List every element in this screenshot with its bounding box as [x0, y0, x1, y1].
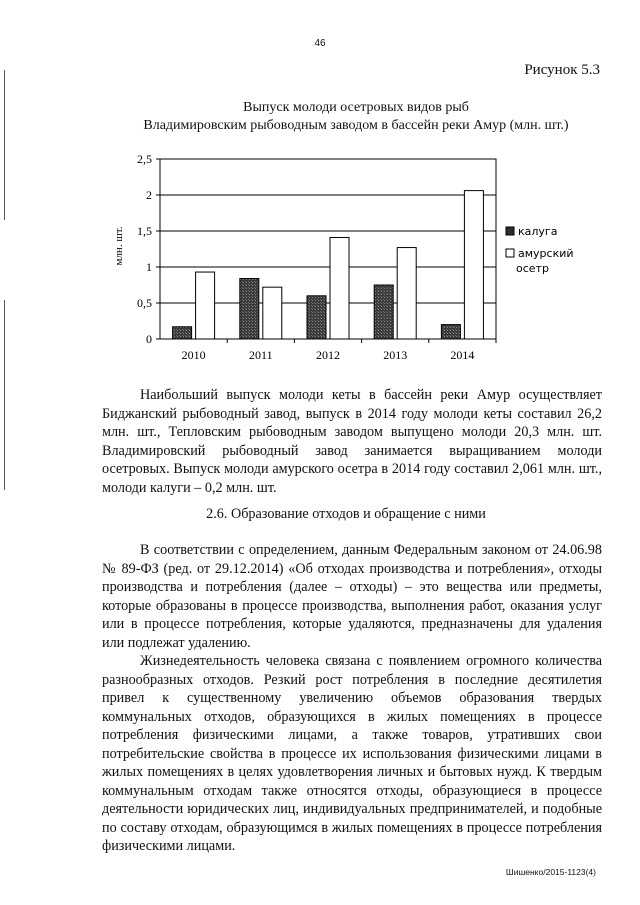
bar-kaluga [441, 325, 460, 339]
bar-amur-sturgeon [464, 191, 483, 339]
legend-swatch-amur-sturgeon [506, 249, 514, 257]
x-tick-label: 2012 [316, 348, 340, 362]
chart-title-line-1: Выпуск молоди осетровых видов рыб [243, 100, 469, 115]
figure-label: Рисунок 5.3 [524, 62, 600, 78]
legend-swatch-kaluga [506, 227, 514, 235]
paragraph-3: Жизнедеятельность человека связана с появлением огромного количества разнообразных отходов. Резкий рост потребления в последние десятилетия привел к существенному увеличению объемов образования твердых коммунальных отходов, образующихся в жилых помещениях в процессе потребления физическими лицами, а также товаров, утративших свои потребительские свойства в процессе их использования физическими лицами в жилых помещениях в целях удовлетворения личных и бытовых нужд. К твердым коммунальным отходам также относятся отходы, образующиеся в процессе деятельности юридических лиц, индивидуальных предпринимателей, и подобные по составу отходам, образующимся в жилых помещениях в процессе потребления физическими лицами. [102, 653, 602, 854]
footer-reference: Шишенко/2015-1123(4) [505, 867, 596, 877]
section-heading: 2.6. Образование отходов и обращение с ними [206, 506, 486, 522]
paragraph-fish-release [102, 386, 602, 497]
y-tick-label: 1 [146, 260, 152, 274]
bar-chart [108, 150, 608, 370]
bar-kaluga [240, 279, 259, 339]
bar-kaluga [173, 327, 192, 339]
legend-label-amur-sturgeon: осетр [516, 262, 549, 275]
x-tick-label: 2011 [249, 348, 273, 362]
x-tick-label: 2013 [383, 348, 408, 362]
bar-kaluga [307, 296, 326, 339]
legend-label-kaluga: калуга [518, 225, 558, 238]
bar-kaluga [374, 285, 393, 339]
paragraph-waste-definition [102, 541, 602, 856]
y-axis-label: млн. шт. [113, 226, 125, 266]
y-tick-label: 1,5 [137, 224, 152, 238]
y-tick-label: 2 [146, 188, 152, 202]
bars [173, 191, 484, 339]
y-tick-label: 2,5 [137, 152, 152, 166]
bar-amur-sturgeon [263, 287, 282, 339]
y-tick-label: 0,5 [137, 296, 152, 310]
chart-title [96, 99, 616, 135]
chart-title-line-2: Владимировским рыбоводным заводом в бассейн реки Амур (млн. шт.) [143, 118, 569, 133]
paragraph-2: В соответствии с определением, данным Федеральным законом от 24.06.98 № 89-ФЗ (ред. от 29.12.2014) «Об отходах производства и потребления», отходы производства и потребления (далее – отходы) – это вещества или предметы, которые образованы в процессе производства, выполнения работ, оказания услуг или в процессе потребления, которые удаляются, предназначены для удаления или подлежат удалению. [102, 542, 602, 651]
legend [506, 225, 574, 275]
x-tick-label: 2014 [450, 348, 475, 362]
bar-amur-sturgeon [397, 248, 416, 339]
paragraph-1: Наибольший выпуск молоди кеты в бассейн реки Амур осуществляет Биджанский рыбоводный завод, выпуск в 2014 году молоди кеты составил 26,2 млн. шт., Тепловским рыбоводным заводом выпущено молоди 20,3 млн. шт. Владимировский рыбоводный завод занимается выращиванием молоди осетровых. Выпуск молоди амурского осетра в 2014 году составил 2,061 млн. шт., молоди калуги – 0,2 млн. шт. [102, 387, 602, 496]
left-margin-rule [4, 300, 5, 490]
bar-amur-sturgeon [196, 272, 215, 339]
y-tick-label: 0 [146, 332, 152, 346]
x-tick-label: 2010 [181, 348, 206, 362]
page-number: 46 [314, 38, 326, 49]
left-margin-rule [4, 70, 5, 220]
legend-label-amur-sturgeon: амурский [518, 247, 574, 260]
bar-amur-sturgeon [330, 237, 349, 339]
